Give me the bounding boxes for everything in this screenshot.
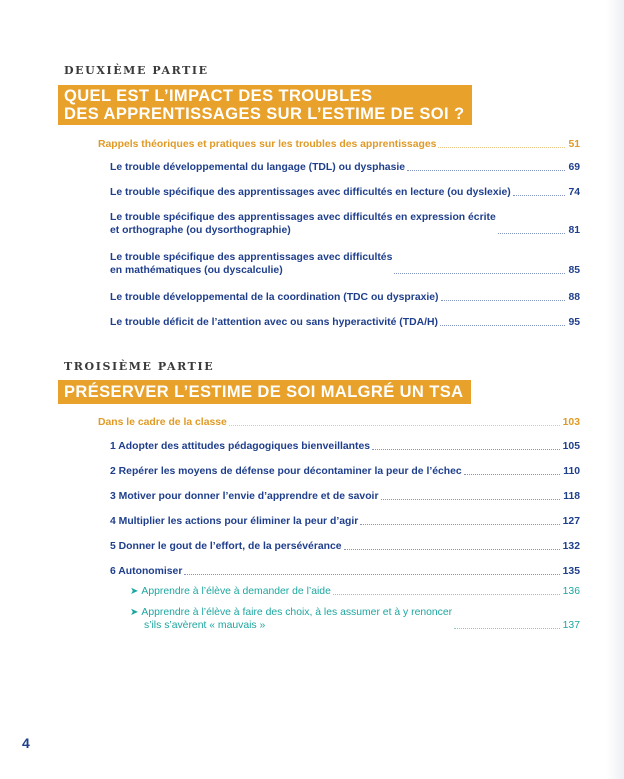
entry-title-line2: s’ils s’avèrent « mauvais » <box>144 620 266 631</box>
entry-title: 6 Autonomiser <box>110 566 183 577</box>
leader-dots <box>440 325 565 326</box>
leader-dots <box>407 170 565 171</box>
toc-subentry-demander-aide[interactable] <box>130 585 580 598</box>
entry-title-line1: Le trouble spécifique des apprentissages avec difficultés <box>110 252 393 263</box>
toc-entry-5[interactable] <box>110 540 580 553</box>
entry-title: Le trouble développemental de la coordination (TDC ou dyspraxie) <box>110 292 439 303</box>
toc-entry-dysorthographie[interactable] <box>110 211 580 237</box>
arrow-right-icon: ➤ <box>130 607 139 618</box>
entry-title <box>110 211 496 237</box>
entry-title: Le trouble développemental du langage (TDL) ou dysphasie <box>110 162 406 173</box>
entry-title <box>130 606 452 632</box>
leader-dots <box>184 574 559 575</box>
leader-dots <box>513 195 566 196</box>
toc-entry-6[interactable] <box>110 565 580 578</box>
entry-title: 2 Repérer les moyens de défense pour décontaminer la peur de l’échec <box>110 466 462 477</box>
part3-label: TROISIÈME PARTIE <box>64 360 215 373</box>
leader-dots <box>438 147 565 148</box>
toc-subentry-faire-choix[interactable] <box>130 606 580 632</box>
entry-page: 88 <box>568 292 580 303</box>
entry-title-line1: Le trouble spécifique des apprentissages avec difficultés en expression écrite <box>110 212 496 223</box>
entry-page: 118 <box>563 491 580 502</box>
entry-title <box>110 251 392 277</box>
leader-dots <box>498 233 566 234</box>
entry-page: 103 <box>562 417 580 428</box>
entry-title-line2: et orthographe (ou dysorthographie) <box>110 225 291 236</box>
entry-page: 136 <box>562 586 580 597</box>
toc-entry-tdl[interactable] <box>110 161 580 174</box>
entry-title <box>130 585 331 598</box>
leader-dots <box>394 273 565 274</box>
leader-dots <box>441 300 566 301</box>
entry-page: 85 <box>568 265 580 276</box>
part3-title-banner <box>58 380 471 404</box>
entry-page: 81 <box>568 225 580 236</box>
entry-page: 132 <box>562 541 580 552</box>
entry-page: 69 <box>568 162 580 173</box>
entry-page: 95 <box>568 317 580 328</box>
entry-page: 105 <box>562 441 580 452</box>
entry-title-line2: en mathématiques (ou dyscalculie) <box>110 265 283 276</box>
entry-title: 1 Adopter des attitudes pédagogiques bienveillantes <box>110 441 371 452</box>
entry-title: 3 Motiver pour donner l’envie d’apprendre et de savoir <box>110 491 379 502</box>
leader-dots <box>454 628 560 629</box>
leader-dots <box>464 474 561 475</box>
part2-section-entry[interactable] <box>98 138 580 151</box>
toc-entry-dyslexie[interactable] <box>110 186 580 199</box>
part2-label: DEUXIÈME PARTIE <box>64 64 209 77</box>
page-number: 4 <box>22 735 30 751</box>
toc-entry-dyspraxie[interactable] <box>110 291 580 304</box>
leader-dots <box>333 594 560 595</box>
part3-section-entry[interactable] <box>98 416 580 429</box>
toc-entry-4[interactable] <box>110 515 580 528</box>
arrow-right-icon: ➤ <box>130 586 139 597</box>
toc-entry-tdah[interactable] <box>110 316 580 329</box>
page-edge-shadow <box>606 0 624 779</box>
entry-title: Rappels théoriques et pratiques sur les troubles des apprentissages <box>98 139 437 150</box>
part3-title: PRÉSERVER L’ESTIME DE SOI MALGRÉ UN TSA <box>64 383 464 401</box>
leader-dots <box>381 499 561 500</box>
toc-entry-3[interactable] <box>110 490 580 503</box>
entry-title: 5 Donner le gout de l’effort, de la persévérance <box>110 541 342 552</box>
toc-entry-1[interactable] <box>110 440 580 453</box>
leader-dots <box>360 524 559 525</box>
entry-title: Le trouble spécifique des apprentissages avec difficultés en lecture (ou dyslexie) <box>110 187 511 198</box>
entry-page: 135 <box>562 566 580 577</box>
part2-title-line2: DES APPRENTISSAGES SUR L’ESTIME DE SOI ? <box>64 105 465 123</box>
leader-dots <box>229 425 560 426</box>
entry-page: 110 <box>563 466 580 477</box>
entry-title: 4 Multiplier les actions pour éliminer la peur d’agir <box>110 516 359 527</box>
leader-dots <box>372 449 560 450</box>
entry-title: Dans le cadre de la classe <box>98 417 227 428</box>
toc-entry-2[interactable] <box>110 465 580 478</box>
entry-page: 127 <box>562 516 580 527</box>
entry-title-text: Apprendre à l’élève à demander de l’aide <box>141 586 331 597</box>
part2-title-line1: QUEL EST L’IMPACT DES TROUBLES <box>64 87 373 105</box>
entry-page: 51 <box>568 139 580 150</box>
entry-page: 74 <box>568 187 580 198</box>
leader-dots <box>344 549 560 550</box>
toc-entry-dyscalculie[interactable] <box>110 251 580 277</box>
entry-page: 137 <box>562 620 580 631</box>
entry-title-line1: Apprendre à l’élève à faire des choix, à les assumer et à y renoncer <box>141 607 453 618</box>
entry-title: Le trouble déficit de l’attention avec ou sans hyperactivité (TDA/H) <box>110 317 438 328</box>
part2-title-banner <box>58 85 472 125</box>
